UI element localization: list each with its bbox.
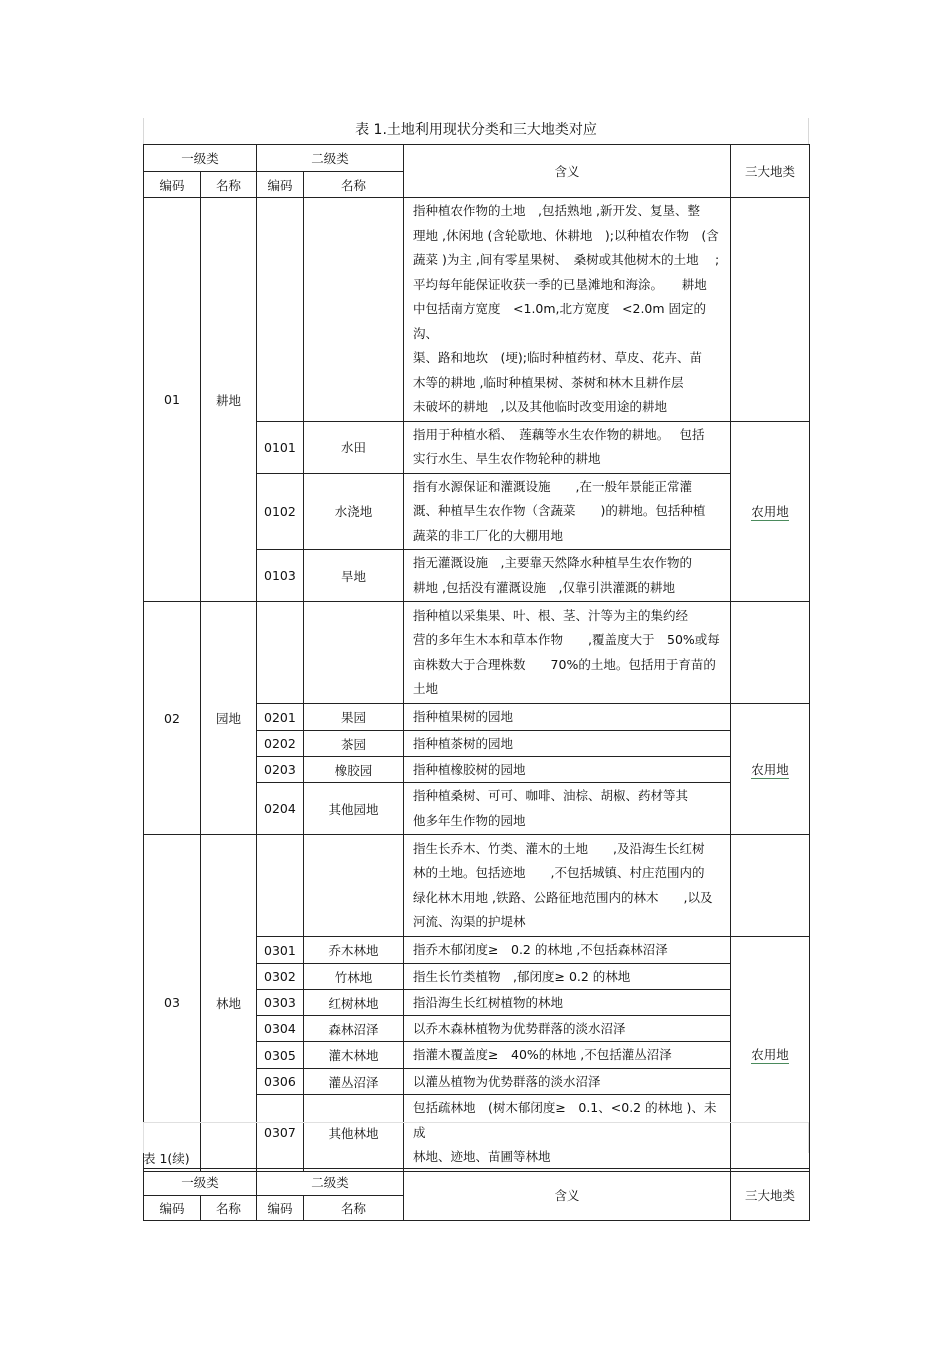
category-link[interactable]: 农用地: [751, 504, 789, 520]
sub-description: 指无灌溉设施 ,主要靠天然降水种植旱生农作物的 耕地 ,包括没有灌溉设施 ,仅靠引洪灌溉的耕地: [404, 550, 731, 602]
sub-code: 0201: [257, 704, 304, 731]
sub-code: 0301: [257, 937, 304, 964]
empty-cell: [304, 835, 404, 937]
sub-code: 0203: [257, 757, 304, 783]
table-title: 表 1.土地利用现状分类和三大地类对应: [355, 122, 597, 138]
group-name: 园地: [201, 602, 257, 835]
header-level1: 一级类: [144, 145, 257, 172]
sub-code: 0305: [257, 1042, 304, 1069]
sub-name: 水田: [304, 421, 404, 473]
sub-name: 其他园地: [304, 783, 404, 835]
header-code-1: 编码: [144, 1196, 201, 1221]
sub-description: 指种植桑树、可可、咖啡、油棕、胡椒、药材等其 他多年生作物的园地: [404, 783, 731, 835]
header-code-2: 编码: [257, 172, 304, 198]
category-cell: [731, 704, 810, 835]
sub-code: 0102: [257, 473, 304, 550]
group-name: 耕地: [201, 198, 257, 602]
category-link[interactable]: 农用地: [751, 762, 789, 777]
sub-name: 果园: [304, 704, 404, 731]
header-level1: 一级类: [144, 1169, 257, 1196]
sub-description: 指种植茶树的园地: [404, 731, 731, 757]
sub-code: 0302: [257, 964, 304, 990]
header-name-2: 名称: [304, 172, 404, 198]
group-code: 03: [144, 835, 201, 1172]
empty-cell: [304, 198, 404, 422]
header-name-1: 名称: [201, 172, 257, 198]
category-link[interactable]: 农用地: [751, 1046, 789, 1062]
sub-description: 指生长竹类植物 ,郁闭度≥ 0.2 的林地: [404, 964, 731, 990]
group-description: 指生长乔木、竹类、灌木的土地 ,及沿海生长红树 林的土地。包括迹地 ,不包括城镇、村庄范围内的 绿化林木用地 ,铁路、公路征地范围内的林木 ,以及 河流、沟渠的护堤林: [404, 835, 731, 937]
sub-name: 茶园: [304, 731, 404, 757]
sub-description: 指用于种植水稻、 莲藕等水生农作物的耕地。 包括 实行水生、旱生农作物轮种的耕地: [404, 421, 731, 473]
category-cell: [731, 421, 810, 602]
sub-code: 0204: [257, 783, 304, 835]
sub-code: 0304: [257, 1016, 304, 1042]
sub-description: 以乔木森林植物为优势群落的淡水沼泽: [404, 1016, 731, 1042]
sub-code: 0101: [257, 421, 304, 473]
header-meaning: 含义: [404, 145, 731, 198]
group-description: 指种植农作物的土地 ,包括熟地 ,新开发、复垦、整 理地 ,休闲地 (含轮歇地、休耕地 );以种植农作物 (含 蔬菜 )为主 ,间有零星果树、 桑树或其他树木的土地 ; 平均每年能保证收获一季的已垦滩地和海涂。 耕地 中包括南方宽度 <1.0m,北方宽度 <2.0m 固定的沟、 渠、路和地坎 (埂);临时种植药材、草皮、花卉、苗 木等的耕地 ,临时种植果树、茶树和林木且耕作层 未破坏的耕地 ,以及其他临时改变用途的耕地: [404, 198, 731, 422]
sub-name: 灌丛沼泽: [304, 1069, 404, 1095]
sub-code: 0307: [257, 1095, 304, 1172]
sub-name: 橡胶园: [304, 757, 404, 783]
header-code-1: 编码: [144, 172, 201, 198]
header-category: 三大地类: [731, 145, 810, 198]
continuation-label: 表 1(续): [143, 1151, 190, 1166]
sub-name: 红树林地: [304, 990, 404, 1016]
sub-name: 其他林地: [304, 1095, 404, 1172]
header-level2: 二级类: [257, 1169, 404, 1196]
sub-code: 0306: [257, 1069, 304, 1095]
continuation-table: [143, 1168, 810, 1221]
sub-code: 0303: [257, 990, 304, 1016]
header-name-2: 名称: [304, 1196, 404, 1221]
sub-description: 指灌木覆盖度≥ 40%的林地 ,不包括灌丛沼泽: [404, 1042, 731, 1069]
empty-cell: [304, 602, 404, 704]
header-name-1: 名称: [201, 1196, 257, 1221]
sub-description: 指乔木郁闭度≥ 0.2 的林地 ,不包括森林沼泽: [404, 937, 731, 964]
empty-cell: [731, 198, 810, 422]
sub-name: 水浇地: [304, 473, 404, 550]
sub-description: 指种植橡胶树的园地: [404, 757, 731, 783]
group-code: 02: [144, 602, 201, 835]
header-code-2: 编码: [257, 1196, 304, 1221]
sub-name: 旱地: [304, 550, 404, 602]
land-use-table: [143, 144, 810, 1172]
sub-name: 竹林地: [304, 964, 404, 990]
empty-cell: [257, 198, 304, 422]
sub-code: 0103: [257, 550, 304, 602]
empty-cell: [257, 602, 304, 704]
title-frame: [143, 118, 809, 144]
empty-cell: [257, 835, 304, 937]
sub-description: 指种植果树的园地: [404, 704, 731, 731]
sub-description: 指沿海生长红树植物的林地: [404, 990, 731, 1016]
continuation-frame: [143, 1122, 809, 1153]
group-description: 指种植以采集果、叶、根、茎、汁等为主的集约经 营的多年生木本和草本作物 ,覆盖度大于 50%或每 亩株数大于合理株数 70%的土地。包括用于育苗的 土地: [404, 602, 731, 704]
empty-cell: [731, 602, 810, 704]
empty-cell: [731, 835, 810, 937]
sub-description: 包括疏林地 (树木郁闭度≥ 0.1、<0.2 的林地 )、未成 林地、迹地、苗圃等林地: [404, 1095, 731, 1172]
sub-description: 以灌丛植物为优势群落的淡水沼泽: [404, 1069, 731, 1095]
header-meaning: 含义: [404, 1169, 731, 1221]
sub-name: 森林沼泽: [304, 1016, 404, 1042]
group-name: 林地: [201, 835, 257, 1172]
sub-code: 0202: [257, 731, 304, 757]
header-level2: 二级类: [257, 145, 404, 172]
header-category: 三大地类: [731, 1169, 810, 1221]
sub-name: 乔木林地: [304, 937, 404, 964]
group-code: 01: [144, 198, 201, 602]
sub-name: 灌木林地: [304, 1042, 404, 1069]
sub-description: 指有水源保证和灌溉设施 ,在一般年景能正常灌 溉、种植旱生农作物（含蔬菜 )的耕地。包括种植 蔬菜的非工厂化的大棚用地: [404, 473, 731, 550]
